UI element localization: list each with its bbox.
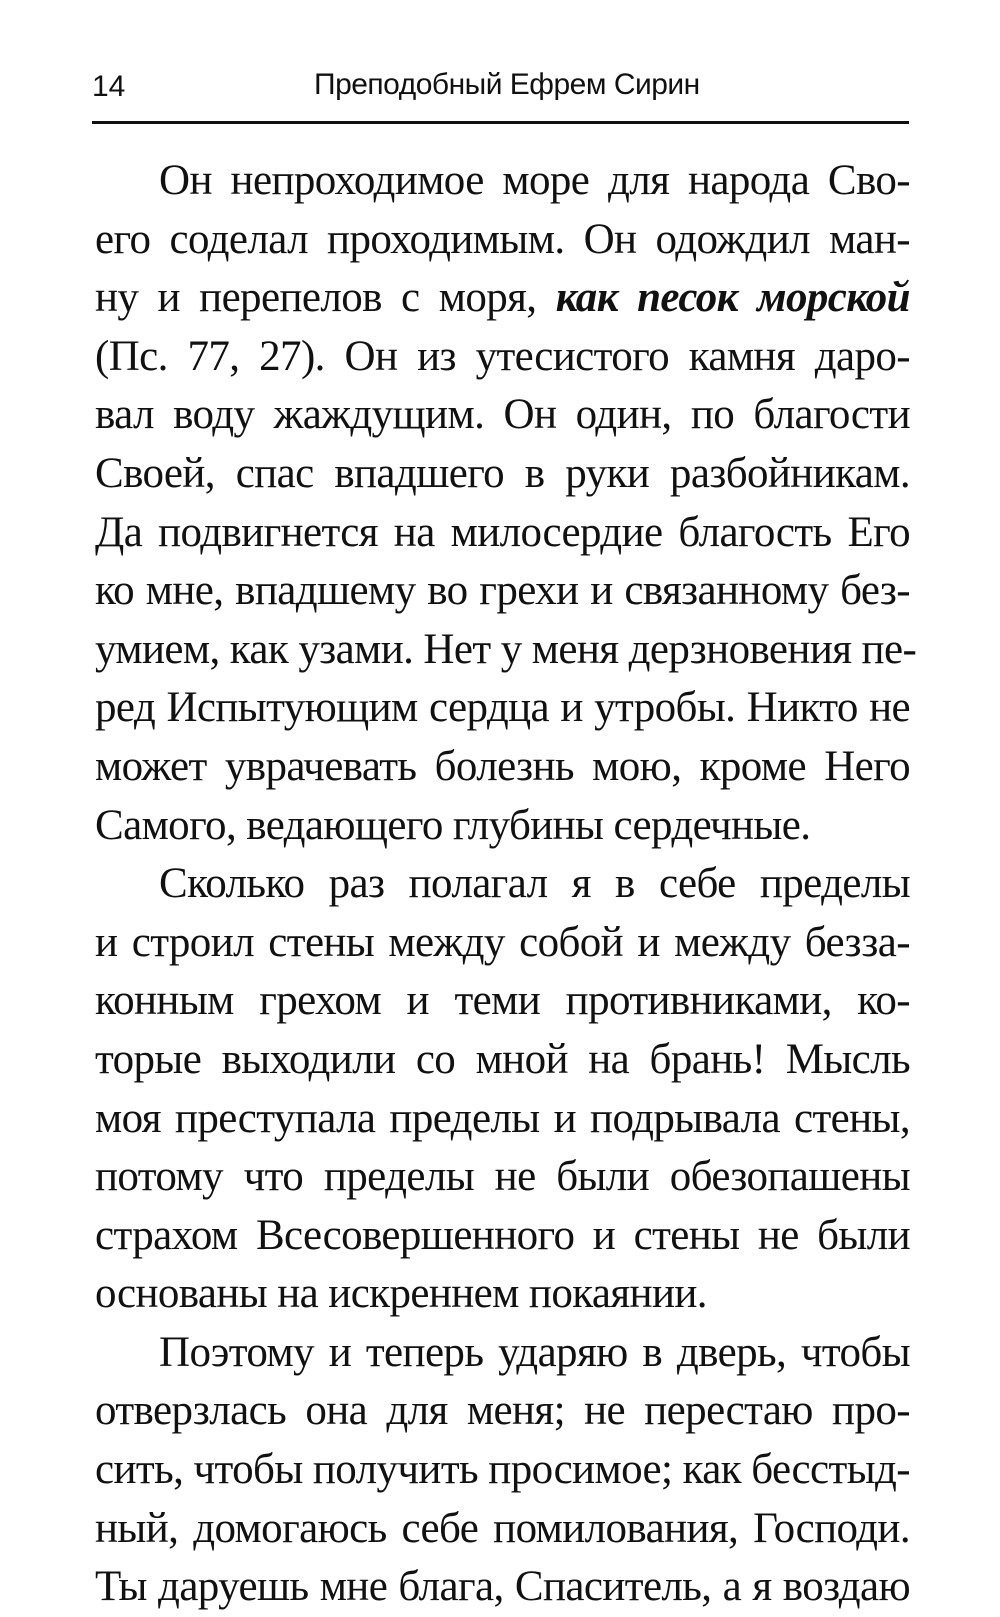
text-line: сить, чтобы получить просимое; как бесстыд-: [95, 1446, 910, 1494]
text-line: ный, домогаюсь себе помилования, Господи.: [95, 1504, 910, 1552]
running-head: [92, 64, 907, 114]
text-line: и строил стены между собой и между безза-: [95, 918, 910, 966]
running-title: Преподобный Ефрем Сирин: [314, 68, 700, 101]
text-line: Сколько раз полагал я в себе пределы: [159, 860, 910, 908]
text-line: Ты даруешь мне блага, Спаситель, а я воздаю: [95, 1563, 910, 1611]
text-line: основаны на искреннем покаянии.: [95, 1270, 707, 1318]
text-line: ред Испытующим сердца и утробы. Никто не: [95, 684, 910, 732]
page-number: 14: [92, 70, 126, 103]
text-line: ко мне, впадшему во грехи и связанному без-: [95, 567, 910, 615]
text-line: [95, 269, 910, 328]
text-line: Поэтому и теперь ударяю в дверь, чтобы: [159, 1328, 910, 1376]
text-line: может уврачевать болезнь мою, кроме Него: [95, 742, 910, 790]
text-line: Да подвигнется на милосердие благость Его: [95, 508, 910, 556]
text-line: Он непроходимое море для народа Сво-: [159, 157, 910, 204]
body-text: [95, 152, 917, 1617]
text-line: торые выходили со мной на брань! Мысль: [95, 1035, 910, 1083]
text-line: отверзлась она для меня; не перестаю про-: [95, 1387, 910, 1435]
text-line: вал воду жаждущим. Он один, по благости: [95, 391, 910, 439]
header-rule: [92, 121, 909, 124]
text-line: Самого, ведающего глубины сердечные.: [95, 801, 811, 849]
text-span: ну и перепелов с моря,: [95, 274, 556, 322]
text-line: умием, как узами. Нет у меня дерзновения пе-: [95, 625, 917, 673]
text-line: его соделал проходимым. Он одождил ман-: [95, 215, 910, 263]
text-line: (Пс. 77, 27). Он из утесистого камня даро-: [95, 332, 910, 380]
text-line: потому что пределы не были обезопашены: [95, 1153, 910, 1201]
text-line: Своей, спас впадшего в руки разбойникам.: [95, 449, 910, 497]
text-line: моя преступала пределы и подрывала стены,: [95, 1094, 910, 1142]
scripture-quote: как песок морской: [555, 274, 910, 322]
text-line: конным грехом и теми противниками, ко-: [95, 977, 910, 1025]
text-line: страхом Всесовершенного и стены не были: [95, 1211, 910, 1259]
